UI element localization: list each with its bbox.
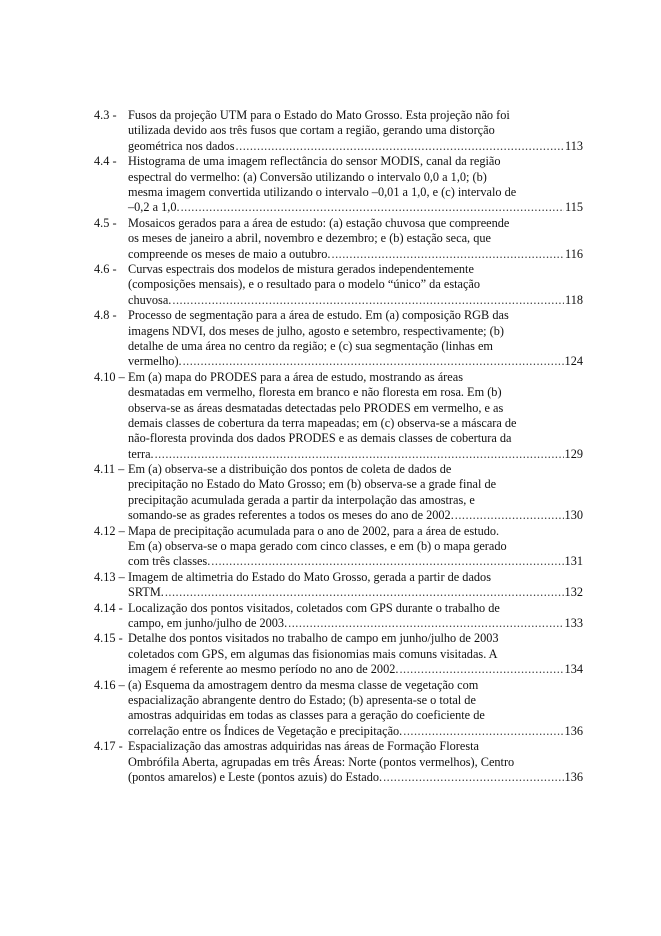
caption-line: Mapa de precipitação acumulada para o ano de 2002, para a área de estudo. [128,523,500,538]
caption-last-line [128,447,583,462]
caption-line: Espacialização das amostras adquiridas nas áreas de Formação Floresta [128,739,480,754]
table-of-figures [94,108,583,785]
caption-line: (pontos amarelos) e Leste (pontos azuis) do Estado. [128,769,383,784]
dot-leader [455,508,564,523]
figure-number: 4.4 - [94,154,117,169]
dot-leader [288,616,563,631]
caption-line: Histograma de uma imagem reflectância do sensor MODIS, canal da região [128,154,501,169]
figure-number: 4.5 - [94,215,117,230]
caption-line: Detalhe dos pontos visitados no trabalho de campo em junho/julho de 2003 [128,631,499,646]
figure-caption [128,308,583,370]
caption-line: (composições mensais), e o resultado para o modelo “único” da estação [128,277,481,292]
caption-line: espacialização abrangente dentro do Estado; (b) apresenta-se o total de [128,693,476,708]
caption-line: imagem é referente ao mesmo período no ano de 2002. [128,662,399,677]
caption-line: com três classes. [128,554,211,569]
caption-line: precipitação no Estado do Mato Grosso; em (b) observa-se a grade final de [128,477,497,492]
figure-caption [128,678,583,740]
figure-caption [128,570,583,601]
caption-line: amostras adquiridas em todas as classes para a geração do coeficiente de [128,708,485,723]
caption-line: observa-se as áreas desmatadas detectadas pelo PRODES em vermelho, e as [128,400,504,415]
caption-line: SRTM. [128,585,164,600]
toc-entry[interactable] [94,570,583,601]
toc-entry[interactable] [94,154,583,216]
caption-line: correlação entre os Índices de Vegetação e precipitação. [128,723,403,738]
toc-entry[interactable] [94,739,583,785]
caption-line: –0,2 a 1,0. [128,200,180,215]
toc-entry[interactable] [94,601,583,632]
caption-line: somando-se as grades referentes a todos os meses do ano de 2002. [128,508,454,523]
page-number[interactable]: 115 [565,200,583,215]
page-number[interactable]: 134 [564,662,583,677]
dot-leader [383,770,563,785]
caption-last-line [128,585,583,600]
figure-caption [128,462,583,524]
caption-last-line [128,770,583,785]
dot-leader [165,585,564,600]
caption-line: espectral do vermelho: (a) Conversão utilizando o intervalo 0,0 a 1,0; (b) [128,169,487,184]
caption-last-line [128,508,583,523]
caption-line: Em (a) observa-se a distribuição dos pontos de coleta de dados de [128,462,452,477]
figure-number: 4.13 – [94,569,125,584]
figure-number: 4.3 - [94,108,117,122]
caption-line: demais classes de cobertura da terra mapeadas; em (c) observa-se a máscara de [128,415,517,430]
caption-last-line [128,139,583,154]
caption-line: compreende os meses de maio a outubro. [128,246,331,261]
toc-entry[interactable] [94,216,583,262]
figure-caption [128,739,583,785]
caption-last-line [128,200,583,215]
page-number[interactable]: 133 [564,616,583,631]
toc-entry[interactable] [94,524,583,570]
caption-line: imagens NDVI, dos meses de julho, agosto e setembro, respectivamente; (b) [128,323,504,338]
toc-entry[interactable] [94,370,583,462]
page-number[interactable]: 113 [565,138,583,153]
caption-last-line [128,293,583,308]
page-number[interactable]: 116 [565,246,583,261]
dot-leader [155,447,564,462]
caption-line: Mosaicos gerados para a área de estudo: (a) estação chuvosa que compreende [128,215,510,230]
caption-line: Em (a) mapa do PRODES para a área de estudo, mostrando as áreas [128,369,463,384]
dot-leader [181,200,564,215]
dot-leader [183,354,564,369]
page-number[interactable]: 136 [564,769,583,784]
page-number[interactable]: 131 [564,554,583,569]
figure-number: 4.10 – [94,369,125,384]
page-number[interactable]: 130 [564,508,583,523]
caption-last-line [128,616,583,631]
page-number[interactable]: 118 [565,292,583,307]
figure-caption [128,216,583,262]
caption-line: geométrica nos dados [128,138,235,153]
toc-entry[interactable] [94,308,583,370]
dot-leader [236,139,564,154]
caption-line: campo, em junho/julho de 2003. [128,616,288,631]
figure-number: 4.16 – [94,677,125,692]
page-number[interactable]: 132 [564,585,583,600]
page-number[interactable]: 124 [564,354,583,369]
dot-leader [332,247,565,262]
caption-line: coletados com GPS, em algumas das fisionomias mais comuns visitadas. A [128,646,498,661]
figure-caption [128,524,583,570]
caption-line: Processo de segmentação para a área de estudo. Em (a) composição RGB das [128,308,509,323]
figure-caption [128,370,583,462]
page-number[interactable]: 129 [564,446,583,461]
caption-line: Curvas espectrais dos modelos de mistura gerados independentemente [128,261,474,276]
figure-caption [128,631,583,677]
toc-entry[interactable] [94,108,583,154]
figure-number: 4.11 – [94,462,125,477]
page-number[interactable]: 136 [564,723,583,738]
caption-line: (a) Esquema da amostragem dentro da mesma classe de vegetação com [128,677,479,692]
caption-line: Fusos da projeção UTM para o Estado do Mato Grosso. Esta projeção não foi [128,108,510,122]
caption-line: Em (a) observa-se o mapa gerado com cinco classes, e em (b) o mapa gerado [128,539,507,554]
dot-leader [403,724,563,739]
caption-line: Imagem de altimetria do Estado do Mato Grosso, gerada a partir de dados [128,569,491,584]
toc-entry[interactable] [94,631,583,677]
caption-line: não-floresta provinda dos dados PRODES e as demais classes de cobertura da [128,431,512,446]
toc-entry[interactable] [94,462,583,524]
figure-number: 4.6 - [94,261,117,276]
figure-number: 4.14 - [94,600,123,615]
figure-number: 4.17 - [94,739,123,754]
toc-entry[interactable] [94,262,583,308]
caption-line: desmatadas em vermelho, floresta em branco e não floresta em rosa. Em (b) [128,385,502,400]
caption-line: detalhe de uma área no centro da região; e (c) sua segmentação (linhas em [128,338,493,353]
dot-leader [211,554,563,569]
toc-entry[interactable] [94,678,583,740]
caption-line: terra. [128,446,154,461]
figure-number: 4.12 – [94,523,125,538]
caption-line: vermelho). [128,354,182,369]
caption-line: os meses de janeiro a abril, novembro e dezembro; e (b) estação seca, que [128,231,491,246]
caption-last-line [128,724,583,739]
caption-line: precipitação acumulada gerada a partir da interpolação das amostras, e [128,492,475,507]
figure-number: 4.8 - [94,308,117,323]
caption-last-line [128,247,583,262]
caption-line: chuvosa. [128,292,172,307]
caption-line: Localização dos pontos visitados, coletados com GPS durante o trabalho de [128,600,500,615]
caption-line: utilizada devido aos três fusos que cortam a região, gerando uma distorção [128,123,495,138]
dot-leader [399,662,563,677]
caption-last-line [128,554,583,569]
caption-last-line [128,354,583,369]
figure-number: 4.15 - [94,631,123,646]
caption-line: Ombrófila Aberta, agrupadas em três Áreas: Norte (pontos vermelhos), Centro [128,754,515,769]
dot-leader [172,293,564,308]
caption-last-line [128,662,583,677]
figure-caption [128,108,583,154]
figure-caption [128,601,583,632]
figure-caption [128,262,583,308]
figure-caption [128,154,583,216]
caption-line: mesma imagem convertida utilizando o intervalo –0,01 a 1,0, e (c) intervalo de [128,184,517,199]
